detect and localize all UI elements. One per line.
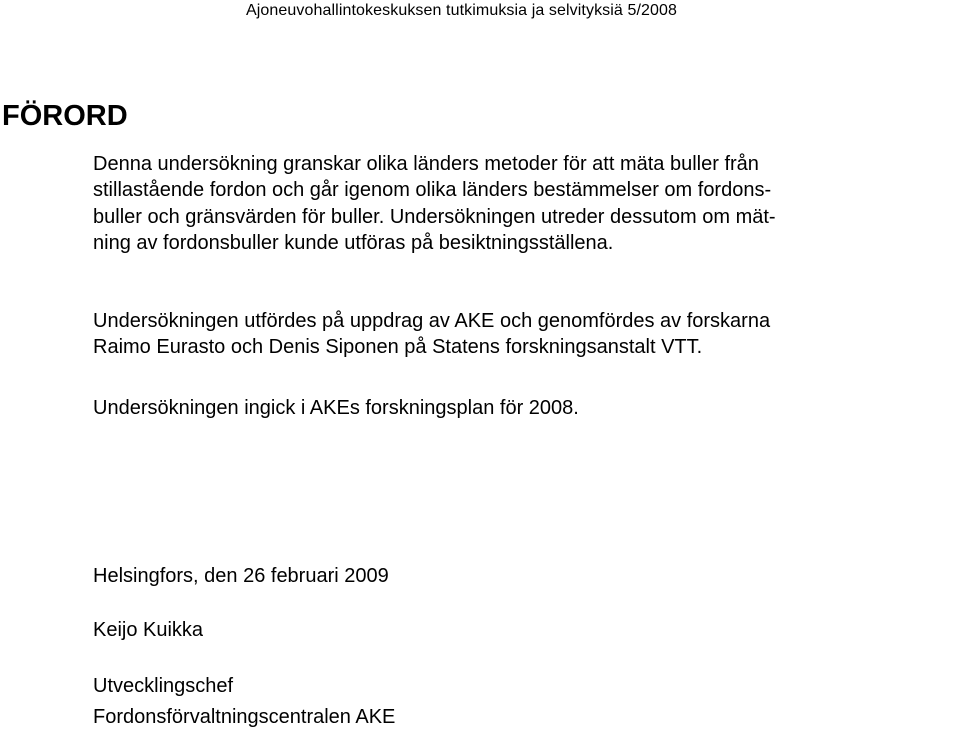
signature-position: Utvecklingschef [93, 675, 234, 697]
paragraph-line: stillastående fordon och går igenom olika länders bestämmelser om fordons- [93, 179, 772, 202]
paragraph-line: Denna undersökning granskar olika länders metoder för att mäta buller från [93, 153, 759, 175]
signature-place-date: Helsingfors, den 26 februari 2009 [93, 565, 389, 587]
paragraph-line: Undersökningen utfördes på uppdrag av AKE och genomfördes av forskarna [93, 310, 771, 332]
paragraph-line: ning av fordonsbuller kunde utföras på besiktningsställena. [93, 232, 614, 255]
paragraph-line: Raimo Eurasto och Denis Siponen på Statens forskningsanstalt VTT. [93, 336, 703, 359]
paragraph-line: buller och gränsvärden för buller. Undersökningen utreder dessutom om mät- [93, 205, 776, 228]
paragraph-2 [93, 308, 955, 361]
signature-name: Keijo Kuikka [93, 619, 204, 641]
paragraph-line: Undersökningen ingick i AKEs forskningsplan för 2008. [93, 397, 579, 419]
signature-organization: Fordonsförvaltningscentralen AKE [93, 706, 396, 728]
page-title: FÖRORD [2, 100, 128, 132]
paragraph-3 [93, 395, 955, 421]
paragraph-1 [93, 151, 955, 257]
running-header: Ajoneuvohallintokeskuksen tutkimuksia ja selvityksiä 5/2008 [246, 2, 678, 19]
